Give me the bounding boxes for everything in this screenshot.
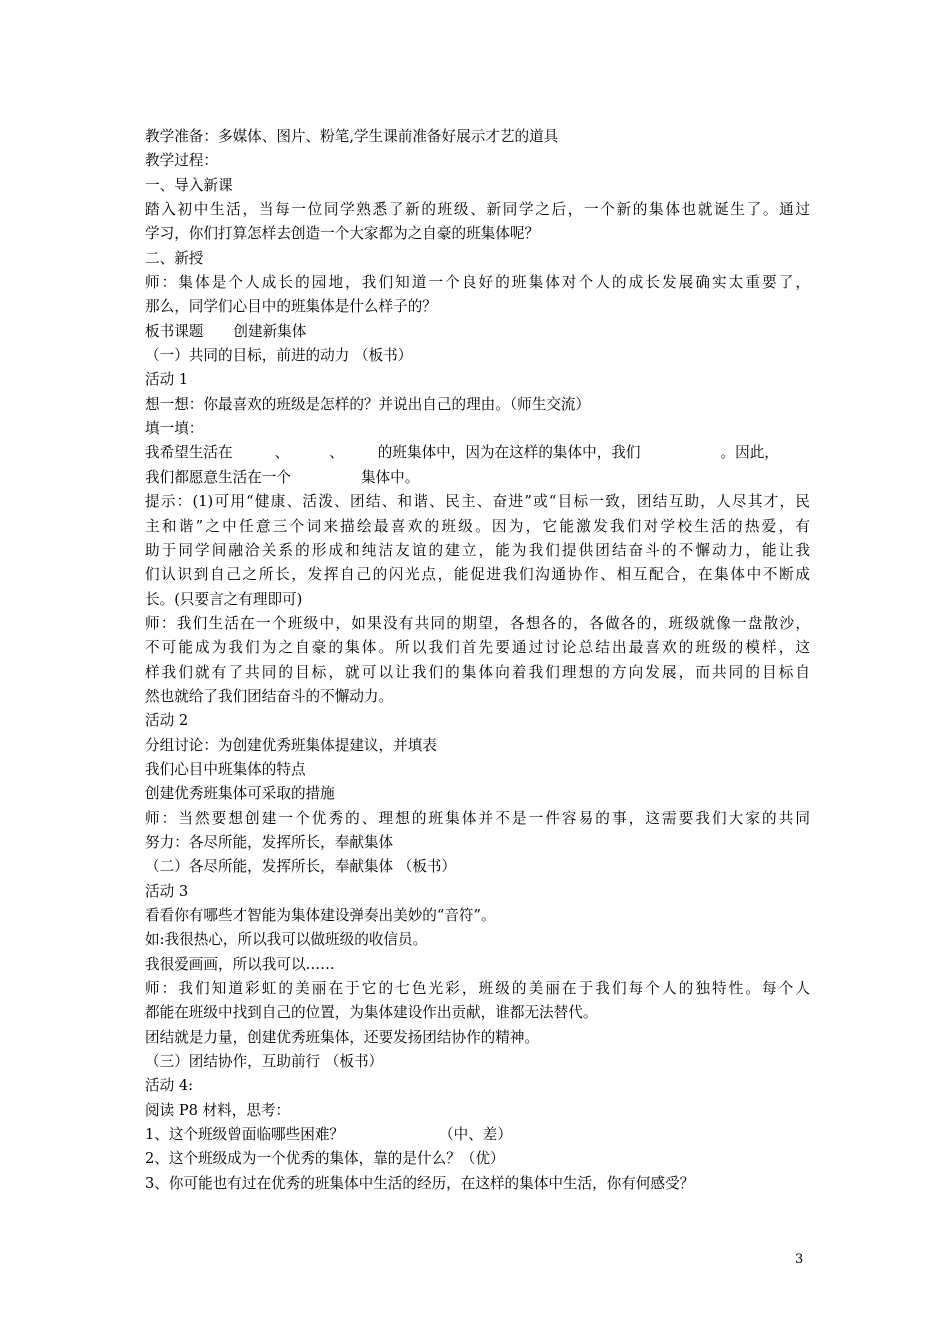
- text-line: 想一想：你最喜欢的班级是怎样的？并说出自己的理由。（师生交流）: [145, 395, 591, 413]
- text-line: 那么，同学们心目中的班集体是什么样子的？: [145, 298, 437, 316]
- text-line: 如:我很热心，所以我可以做班级的收信员。: [145, 931, 428, 949]
- text-line: 主和谐”之中任意三个词来描绘最喜欢的班级。因为，它能激发我们对学校生活的热爱，有: [145, 517, 810, 535]
- question-level: （中、差）: [439, 1126, 512, 1144]
- text-line: 填一填：: [145, 420, 204, 438]
- question-line: 3、你可能也有过在优秀的班集体中生活的经历，在这样的集体中生活，你有何感受？: [145, 1174, 695, 1192]
- text-line: 长。(只要言之有理即可): [145, 590, 303, 608]
- text-line: 学习，你们打算怎样去创造一个大家都为之自豪的班集体呢？: [145, 225, 540, 243]
- text-line: 们认识到自己之所长，发挥自己的闪光点，能促进我们沟通协作、相互配合，在集体中不断成: [145, 566, 810, 584]
- subsection-heading: （一）共同的目标，前进的动力 （板书）: [145, 347, 413, 365]
- text-line: 教学准备：多媒体、图片、粉笔,学生课前准备好展示才艺的道具: [145, 128, 559, 145]
- text-line: 然也就给了我们团结奋斗的不懈动力。: [145, 687, 394, 705]
- text-line: 阅读 P8 材料，思考：: [145, 1101, 291, 1119]
- text-line: 努力：各尽所能，发挥所长，奉献集体: [145, 833, 394, 851]
- board-title-text: 创建新集体: [233, 322, 307, 340]
- text-line: 师：我们知道彩虹的美丽在于它的七色光彩，班级的美丽在于我们每个人的独特性。每个人: [145, 980, 810, 998]
- question-text: 1、这个班级曾面临哪些困难？: [145, 1126, 345, 1144]
- fill-blank-line: [145, 466, 810, 490]
- activity-heading: 活动 4:: [145, 1077, 194, 1095]
- subsection-heading: （二）各尽所能，发挥所长，奉献集体 （板书）: [145, 858, 457, 876]
- text-line: 看看你有哪些才智能为集体建设弹奏出美妙的“音符”。: [145, 907, 496, 924]
- section-heading: 二、新授: [145, 249, 204, 267]
- text-line: 提示：(1)可用“健康、活泼、团结、和谐、民主、奋进”或“目标一致，团结互助，人尽其才，民: [145, 493, 810, 511]
- fill-text: 。因此，: [720, 444, 779, 462]
- activity-heading: 活动 1: [145, 371, 189, 389]
- fill-text: 、: [329, 444, 344, 462]
- text-line: 师：集体是个人成长的园地，我们知道一个良好的班集体对个人的成长发展确实太重要了，: [145, 274, 810, 292]
- text-line: 师：我们生活在一个班级中，如果没有共同的期望，各想各的，各做各的，班级就像一盘散沙，: [145, 614, 810, 632]
- fill-text: 集体中。: [360, 468, 420, 486]
- text-line: 不可能成为我们为之自豪的集体。所以我们首先要通过讨论总结出最喜欢的班级的模样，这: [145, 639, 810, 657]
- text-line: 都能在班级中找到自己的位置，为集体建设作出贡献，谁都无法替代。: [145, 1004, 598, 1022]
- text-line: 助于同学间融洽关系的形成和纯洁友谊的建立，能为我们提供团结奋斗的不懈动力，能让我: [145, 541, 810, 559]
- question-line: 2、这个班级成为一个优秀的集体，靠的是什么？（优）: [145, 1150, 505, 1168]
- section-heading: 一、导入新课: [145, 176, 233, 194]
- fill-text: 我们都愿意生活在一个: [145, 468, 291, 486]
- fill-text: 、: [274, 444, 290, 462]
- fill-blank-line: [145, 441, 810, 465]
- text-line: 创建优秀班集体可采取的措施: [145, 785, 335, 803]
- activity-heading: 活动 3: [145, 882, 189, 900]
- text-line: 分组讨论：为创建优秀班集体提建议，并填表: [145, 736, 437, 754]
- board-title-line: [145, 320, 810, 344]
- fill-text: 的班集体中，因为在这样的集体中，我们: [377, 444, 641, 462]
- activity-heading: 活动 2: [145, 712, 189, 730]
- fill-text: 我希望生活在: [145, 444, 233, 462]
- text-line: 踏入初中生活，当每一位同学熟悉了新的班级、新同学之后，一个新的集体也就诞生了。通过: [145, 201, 810, 219]
- board-title-label: 板书课题: [145, 322, 204, 340]
- page-number: 3: [795, 1252, 804, 1267]
- text-line: 团结就是力量，创建优秀班集体，还要发扬团结协作的精神。: [145, 1028, 540, 1046]
- text-line: 我们心目中班集体的特点: [145, 760, 306, 778]
- text-line: 我很爱画画，所以我可以……: [145, 955, 335, 973]
- subsection-heading: （三）团结协作，互助前行 （板书）: [145, 1053, 384, 1071]
- document-body: [145, 125, 810, 1196]
- text-line: 教学过程：: [145, 152, 218, 170]
- question-line: [145, 1123, 810, 1147]
- text-line: 师：当然要想创建一个优秀的、理想的班集体并不是一件容易的事，这需要我们大家的共同: [145, 809, 810, 827]
- text-line: 样我们就有了共同的目标，就可以让我们的集体向着我们理想的方向发展，而共同的目标自: [145, 663, 810, 681]
